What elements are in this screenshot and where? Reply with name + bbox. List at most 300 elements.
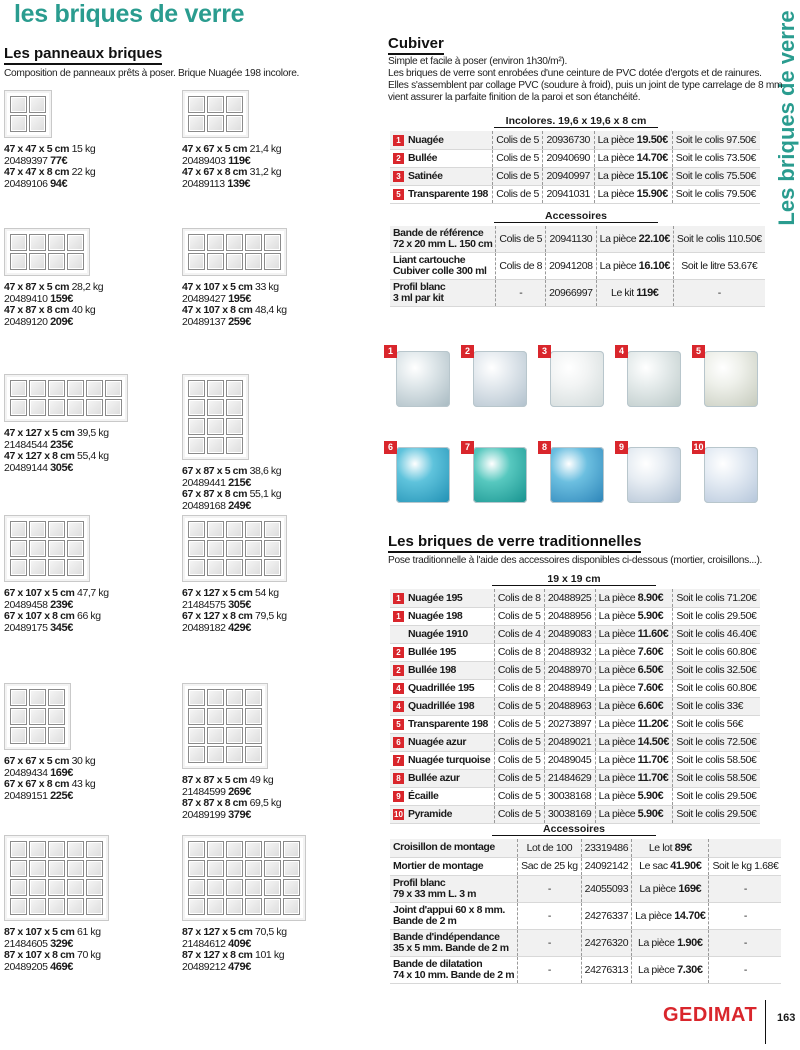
glass-brick (207, 380, 224, 397)
acc-name-detail: Bande de 2 m (393, 914, 457, 927)
glass-brick (67, 380, 84, 397)
extra-cell: - (709, 929, 781, 956)
pack-cell: Colis de 8 (496, 253, 546, 280)
price-cell (595, 715, 673, 733)
price-value: 1.90€ (677, 936, 703, 949)
pack-cell: Colis de 8 (494, 589, 544, 607)
ref-cell: 20936730 (543, 131, 594, 149)
panel-line (4, 623, 109, 635)
glass-brick (188, 234, 205, 251)
panel-l2: 47 x 107 x 8 cm (182, 304, 253, 316)
glass-brick (226, 234, 243, 251)
pack-cell: Colis de 5 (494, 607, 544, 625)
glass-brick (226, 708, 243, 725)
panel-l1: 47 x 87 x 5 cm (4, 281, 70, 293)
panel-text (182, 144, 281, 190)
price-value: 15.10€ (636, 170, 668, 182)
price-value: 6.60€ (637, 700, 664, 712)
extra-cell: Soit le kg 1.68€ (709, 857, 781, 875)
pack-cell: Colis de 5 (493, 149, 543, 167)
glass-brick (48, 253, 65, 270)
cubiver-intro-line: vient assurer la parfaite finition de la paroi et son étanchéité. (388, 92, 641, 103)
glass-brick (188, 898, 205, 915)
panel-l1: 67 x 127 x 5 cm (182, 587, 253, 599)
product-name: Nuagée 198 (408, 610, 463, 622)
colis-cell: Soit le colis 33€ (673, 697, 760, 715)
glass-brick (245, 860, 262, 877)
panel-l1: 47 x 107 x 5 cm (182, 281, 253, 293)
trad-intro: Pose traditionnelle à l'aide des accessoires disponibles ci-dessous (mortier, croisillons...). (388, 555, 763, 566)
panel-text (182, 282, 287, 328)
trad-heading: Les briques de verre traditionnelles (388, 533, 641, 553)
panel-w1: 47,7 kg (77, 587, 109, 599)
panel-line (182, 179, 281, 191)
price-cell (596, 226, 673, 253)
product-name: Transparente 198 (408, 188, 488, 200)
pack-cell: Colis de 5 (494, 661, 544, 679)
glass-brick-photo (615, 345, 681, 407)
ref-cell: 20941208 (546, 253, 597, 280)
extra-cell: - (673, 280, 764, 307)
panel-w2: 43 kg (71, 778, 96, 790)
glass-brick (188, 689, 205, 706)
acc-row (390, 839, 781, 857)
panel-p2: 429€ (228, 621, 251, 634)
table-row (390, 131, 760, 149)
glass-brick (207, 115, 224, 132)
photo-number-badge: 4 (615, 345, 628, 358)
glass-brick (48, 540, 65, 557)
side-title (774, 8, 800, 228)
glass-brick (283, 841, 300, 858)
photo-number-badge: 5 (692, 345, 705, 358)
acc-name: Bande de référence (393, 227, 484, 239)
price-cell (594, 167, 672, 185)
pack-cell: Colis de 5 (496, 226, 546, 253)
price-value: 22.10€ (638, 233, 670, 245)
glass-brick (188, 708, 205, 725)
price-cell (595, 625, 673, 643)
glass-brick (48, 841, 65, 858)
product-name-cell (390, 607, 494, 625)
ref-cell: 20940997 (543, 167, 594, 185)
glass-brick (10, 689, 27, 706)
glass-brick (207, 540, 224, 557)
glass-brick (245, 879, 262, 896)
glass-brick (48, 234, 65, 251)
photo-number-badge: 2 (461, 345, 474, 358)
glass-brick-photo (461, 345, 527, 407)
panel-r1: 21484599 (182, 785, 226, 798)
price-value: 119€ (636, 287, 659, 299)
panel-r2: 20489120 (4, 315, 48, 328)
glass-brick (10, 841, 27, 858)
table-row (390, 769, 760, 787)
ref-cell: 24092142 (581, 857, 632, 875)
glass-brick (207, 559, 224, 576)
acc-row (390, 956, 781, 983)
price-unit: La pièce (598, 754, 636, 766)
glass-brick (29, 380, 46, 397)
glass-brick-swatch (473, 447, 527, 503)
ref-cell: 20488925 (544, 589, 595, 607)
panel-l2: 87 x 87 x 8 cm (182, 797, 248, 809)
product-name: Quadrillée 198 (408, 700, 475, 712)
glass-brick (67, 860, 84, 877)
panel-w1: 38,6 kg (249, 465, 282, 477)
panel-line (4, 463, 109, 475)
panel-l2: 67 x 87 x 8 cm (182, 488, 248, 500)
acc-row (390, 902, 781, 929)
price-cell (595, 769, 673, 787)
panel-r1: 20489403 (182, 154, 226, 167)
glass-brick (226, 727, 243, 744)
pack-cell: Colis de 5 (494, 715, 544, 733)
price-value: 7.60€ (637, 646, 664, 658)
glass-brick-photo (384, 345, 450, 407)
glass-brick (226, 559, 243, 576)
glass-brick-photo (384, 441, 450, 503)
photo-number-badge: 1 (384, 345, 397, 358)
acc-name-detail: 74 x 10 mm. Bande de 2 m (393, 968, 515, 981)
panel-p1: 239€ (50, 598, 73, 611)
panel-line (182, 317, 287, 329)
product-name-cell (390, 167, 493, 185)
glass-brick (207, 727, 224, 744)
price-cell (595, 607, 673, 625)
ref-cell: 24276313 (581, 956, 632, 983)
trad-acc-table (390, 839, 781, 984)
glass-brick (10, 234, 27, 251)
panel-w2: 22 kg (71, 166, 96, 178)
pack-cell: - (496, 280, 546, 307)
panel-r1: 21484612 (182, 937, 226, 950)
product-name: Bullée (408, 152, 438, 164)
pack-cell: Colis de 8 (494, 679, 544, 697)
panel-w1: 33 kg (255, 281, 279, 293)
price-unit: La pièce (598, 790, 636, 802)
acc-name: Mortier de montage (393, 859, 484, 872)
glass-brick (188, 727, 205, 744)
ref-cell: 20488956 (544, 607, 595, 625)
glass-brick (188, 860, 205, 877)
glass-brick (226, 879, 243, 896)
acc-name: Profil blanc (393, 281, 446, 293)
glass-brick-photo (461, 441, 527, 503)
acc-name-cell (390, 956, 518, 983)
glass-brick (245, 559, 262, 576)
glass-brick-photo (692, 441, 758, 503)
pack-cell: Colis de 8 (494, 643, 544, 661)
product-name: Nuagée turquoise (408, 754, 491, 766)
glass-brick (264, 879, 281, 896)
photo-number-badge: 8 (538, 441, 551, 454)
acc-name-cell (390, 280, 496, 307)
ref-cell: 20488932 (544, 643, 595, 661)
colis-cell: Soit le colis 29.50€ (673, 805, 760, 823)
product-name-cell (390, 787, 494, 805)
ref-cell: 20488963 (544, 697, 595, 715)
price-unit: La pièce (598, 664, 636, 676)
glass-brick-swatch (473, 351, 527, 407)
price-unit: La pièce (597, 188, 635, 200)
product-name: Nuagée (408, 133, 444, 146)
acc-name-detail: 72 x 20 mm L. 150 cm (393, 238, 493, 250)
glass-brick (245, 898, 262, 915)
glass-brick (29, 860, 46, 877)
ref-cell: 20489083 (544, 625, 595, 643)
glass-brick (188, 746, 205, 763)
price-value: 11.60€ (637, 628, 669, 640)
table-row (390, 679, 760, 697)
table-row (390, 185, 760, 203)
page-number: 163 (777, 1012, 796, 1024)
glass-brick (67, 234, 84, 251)
pack-cell: Colis de 5 (493, 185, 543, 203)
pack-cell: Colis de 5 (494, 697, 544, 715)
panel-w2: 69,5 kg (249, 797, 282, 809)
glass-brick (188, 559, 205, 576)
panel-text (182, 466, 281, 512)
glass-brick (86, 898, 103, 915)
glass-brick (67, 253, 84, 270)
price-value: 8.90€ (637, 591, 664, 604)
panel-p2: 94€ (50, 177, 68, 190)
panel-w1: 49 kg (249, 774, 274, 786)
panel-text (4, 927, 101, 973)
glass-brick (245, 841, 262, 858)
price-value: 41.90€ (670, 860, 702, 872)
panel-r1: 20489397 (4, 154, 48, 167)
glass-brick (29, 234, 46, 251)
price-cell (632, 839, 709, 857)
price-value: 7.60€ (637, 682, 664, 694)
price-cell (595, 787, 673, 805)
product-name-cell (390, 679, 494, 697)
ref-cell: 20488970 (544, 661, 595, 679)
glass-brick (67, 898, 84, 915)
cubiver-acc-caption: Accessoires (494, 210, 658, 223)
ref-cell: 30038169 (544, 805, 595, 823)
glass-brick (86, 399, 103, 416)
glass-brick (67, 841, 84, 858)
glass-brick-photo (692, 345, 758, 407)
glass-brick-swatch (396, 351, 450, 407)
panel-text (4, 756, 95, 802)
panel-line (182, 623, 287, 635)
glass-brick (188, 399, 205, 416)
panel-p1: 305€ (228, 598, 251, 611)
glass-brick (188, 841, 205, 858)
price-cell (594, 185, 672, 203)
panel-p2: 209€ (50, 315, 73, 328)
price-unit: La pièce (598, 646, 636, 658)
colis-cell: Soit le colis 58.50€ (673, 769, 760, 787)
panel-image (4, 90, 52, 138)
glass-brick (10, 708, 27, 725)
item-number-badge: 2 (393, 665, 404, 676)
panel-p2: 345€ (50, 621, 73, 634)
glass-brick (48, 689, 65, 706)
product-name: Pyramide (408, 808, 453, 820)
glass-brick (245, 521, 262, 538)
ref-cell: 20488949 (544, 679, 595, 697)
glass-brick (226, 418, 243, 435)
glass-brick (226, 437, 243, 454)
panel-r2: 20489113 (182, 177, 225, 190)
price-cell (632, 902, 709, 929)
glass-brick-photo (538, 345, 604, 407)
pack-cell: Colis de 5 (493, 167, 543, 185)
glass-brick (207, 898, 224, 915)
panel-l1: 87 x 87 x 5 cm (182, 774, 248, 786)
panel-grid (188, 689, 262, 763)
panel-w1: 15 kg (71, 143, 96, 155)
panel-p2: 259€ (228, 315, 251, 328)
price-value: 11.70€ (637, 754, 669, 766)
glass-brick (245, 234, 262, 251)
panel-r1: 20489427 (182, 292, 226, 305)
glass-brick (226, 860, 243, 877)
panel-p2: 139€ (227, 177, 251, 190)
cubiver-acc-table (390, 226, 765, 307)
panel-grid (188, 96, 243, 132)
panel-p1: 169€ (50, 766, 73, 779)
product-name-cell (390, 751, 494, 769)
panel-w2: 40 kg (71, 304, 96, 316)
price-unit: La pièce (598, 591, 636, 604)
glass-brick-swatch (627, 447, 681, 503)
product-name-cell (390, 805, 494, 823)
colis-cell: Soit le colis 97.50€ (672, 131, 760, 149)
panel-image (182, 835, 306, 921)
table-row (390, 697, 760, 715)
panel-w1: 39,5 kg (77, 427, 109, 439)
glass-brick (207, 521, 224, 538)
table-row (390, 607, 760, 625)
panel-l1: 67 x 67 x 5 cm (4, 755, 70, 767)
colis-cell: Soit le colis 60.80€ (673, 643, 760, 661)
glass-brick (10, 115, 27, 132)
gedimat-logo: GEDIMAT (663, 1004, 758, 1026)
acc-row (390, 280, 765, 307)
pack-cell: Colis de 5 (494, 769, 544, 787)
panel-l2: 87 x 127 x 8 cm (182, 949, 253, 961)
panel-l1: 47 x 127 x 5 cm (4, 427, 75, 439)
panel-w1: 61 kg (77, 926, 101, 938)
panel-p1: 329€ (50, 937, 73, 950)
product-name-cell (390, 697, 494, 715)
trad-acc-caption: Accessoires (492, 823, 656, 836)
price-unit: La pièce (598, 808, 636, 820)
trad-caption: 19 x 19 cm (492, 573, 656, 586)
glass-brick (48, 727, 65, 744)
glass-brick (188, 879, 205, 896)
pack-cell: Lot de 100 (518, 839, 582, 857)
panel-grid (188, 841, 300, 915)
glass-brick (29, 841, 46, 858)
panel-image (4, 835, 109, 921)
glass-brick (207, 689, 224, 706)
panel-l2: 47 x 127 x 8 cm (4, 450, 75, 462)
panel-line (182, 962, 287, 974)
glass-brick (10, 860, 27, 877)
glass-brick (207, 96, 224, 113)
glass-brick (67, 540, 84, 557)
glass-brick (86, 841, 103, 858)
pack-cell: Colis de 5 (494, 787, 544, 805)
price-unit: La pièce (599, 260, 637, 272)
panel-w1: 30 kg (71, 755, 96, 767)
panel-w1: 70,5 kg (255, 926, 287, 938)
acc-name-detail: Cubiver colle 300 ml (393, 265, 487, 277)
item-number-badge: 6 (393, 737, 404, 748)
price-value: 89€ (674, 841, 692, 854)
glass-brick (48, 380, 65, 397)
table-row (390, 643, 760, 661)
panel-r2: 20489137 (182, 315, 226, 328)
cubiver-intro-line: Les briques de verre sont enrobées d'une ceinture de PVC dotée d'ergots et de rainures. (388, 68, 762, 79)
panel-text (4, 588, 109, 634)
glass-brick (207, 399, 224, 416)
acc-name-detail: 35 x 5 mm. Bande de 2 m (393, 941, 509, 954)
glass-brick (207, 841, 224, 858)
price-value: 15.90€ (636, 188, 668, 200)
ref-cell: 24276337 (581, 902, 632, 929)
glass-brick (226, 521, 243, 538)
glass-brick (29, 708, 46, 725)
price-cell (595, 805, 673, 823)
glass-brick (264, 860, 281, 877)
panel-w2: 48,4 kg (255, 304, 287, 316)
price-value: 6.50€ (637, 664, 664, 676)
ref-cell: 20489045 (544, 751, 595, 769)
glass-brick (10, 727, 27, 744)
panel-l2: 67 x 67 x 8 cm (4, 778, 70, 790)
glass-brick (29, 115, 46, 132)
extra-cell: - (709, 902, 781, 929)
cubiver-table (390, 131, 760, 204)
panel-line (182, 810, 281, 822)
panel-image (4, 515, 90, 582)
cubiver-intro-line: Elles s'assemblent par collage PVC (soudure à froid), puis un joint de type carrelage de 8 mm (388, 80, 783, 91)
glass-brick (10, 559, 27, 576)
glass-brick (10, 540, 27, 557)
product-name-cell (390, 715, 494, 733)
panel-l2: 87 x 107 x 8 cm (4, 949, 75, 961)
panel-image (182, 683, 268, 769)
panel-l2: 67 x 127 x 8 cm (182, 610, 253, 622)
ref-cell: 20489021 (544, 733, 595, 751)
glass-brick-photo (538, 441, 604, 503)
extra-cell: - (709, 875, 781, 902)
colis-cell: Soit le colis 79.50€ (672, 185, 760, 203)
panel-image (4, 683, 71, 750)
acc-name: Liant cartouche (393, 254, 466, 266)
acc-name-cell (390, 875, 518, 902)
table-row (390, 751, 760, 769)
ref-cell: 20940690 (543, 149, 594, 167)
ref-cell: 20941031 (543, 185, 594, 203)
acc-name-cell (390, 253, 496, 280)
glass-brick (188, 540, 205, 557)
colis-cell: Soit le colis 71.20€ (673, 589, 760, 607)
glass-brick (207, 860, 224, 877)
ref-cell: 20966997 (546, 280, 597, 307)
glass-brick (188, 380, 205, 397)
panel-grid (188, 234, 281, 270)
acc-name-cell (390, 902, 518, 929)
